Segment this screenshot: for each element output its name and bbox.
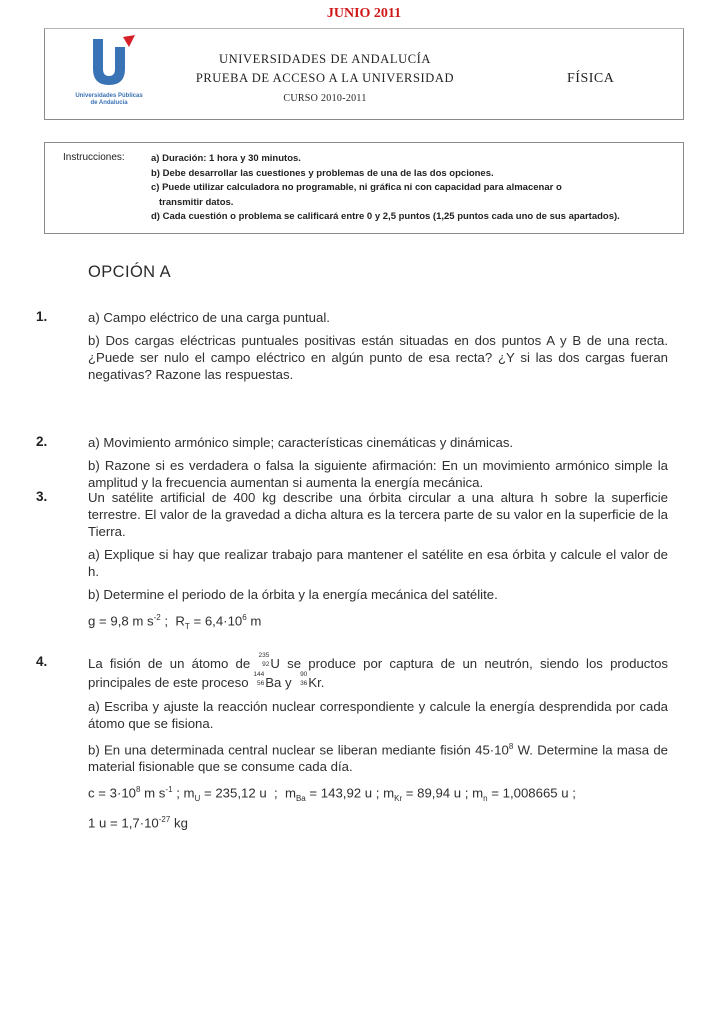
university-logo bbox=[67, 35, 151, 115]
question-4-unit: 1 $u = 1,7\cdot 10^{-27}$ kg bbox=[88, 815, 188, 831]
instructions-box bbox=[44, 142, 684, 234]
exam-title: PRUEBA DE ACCESO A LA UNIVERSIDAD bbox=[195, 71, 455, 85]
question-1-number: 1. bbox=[36, 309, 48, 324]
instruction-b: b) Debe desarrollar las cuestiones y problemas de una de las dos opciones. bbox=[151, 167, 494, 179]
question-3-intro: Un satélite artificial de 400 kg describe una órbita circular a una altura h sobre la superficie terrestre. El valor de la gravedad a dicha altura es la tercera parte de su valor en la superficie de la Tierra. bbox=[88, 490, 668, 539]
question-4-a: a) Escriba y ajuste la reacción nuclear correspondiente y calcule la energía desprendida por cada átomo que se fisiona. bbox=[88, 699, 668, 731]
question-4-intro: La fisión de un átomo de 235 92 U se produce por captura de un neutrón, siendo los productos principales de este proceso 144 56 Ba y 90 36 Kr. bbox=[88, 652, 668, 690]
nuclide-u235: 235 92 bbox=[258, 652, 270, 668]
question-4 bbox=[88, 654, 668, 838]
question-3-a: a) Explique si hay que realizar trabajo para mantener el satélite en esa órbita y calcule el valor de h. bbox=[88, 547, 668, 579]
universities-title: UNIVERSIDADES DE ANDALUCÍA bbox=[218, 52, 432, 66]
instructions-list bbox=[151, 152, 676, 225]
logo-u-icon bbox=[67, 35, 151, 95]
nuclide-kr90: 90 36 bbox=[300, 671, 308, 687]
question-2-a: a) Movimiento armónico simple; características cinemáticas y dinámicas. bbox=[88, 435, 514, 450]
question-3-number: 3. bbox=[36, 489, 48, 504]
question-4-number: 4. bbox=[36, 654, 48, 669]
question-1-b: b) Dos cargas eléctricas puntuales positivas están situadas en dos puntos A y B de una recta. ¿Puede ser nulo el campo eléctrico en algún punto de esa recta? ¿Y si las dos cargas fueran negativas? Razone las respuestas. bbox=[88, 333, 668, 382]
exam-date: JUNIO 2011 bbox=[326, 6, 402, 21]
header-box bbox=[44, 28, 684, 120]
question-3 bbox=[88, 489, 668, 641]
logo-caption: Universidades Públicas de Andalucía bbox=[75, 93, 143, 106]
question-1-a: a) Campo eléctrico de una carga puntual. bbox=[88, 310, 330, 325]
option-title: OPCIÓN A bbox=[88, 263, 171, 281]
instruction-a: a) Duración: 1 hora y 30 minutos. bbox=[151, 153, 301, 164]
nuclide-ba144: 144 56 bbox=[253, 671, 265, 687]
question-1 bbox=[88, 309, 668, 389]
instruction-d: d) Cada cuestión o problema se calificará entre 0 y 2,5 puntos (1,25 puntos cada uno de sus apartados). bbox=[151, 211, 620, 222]
instruction-c-cont: transmitir datos. bbox=[159, 196, 234, 208]
question-2-b: b) Razone si es verdadera o falsa la siguiente afirmación: En un movimiento armónico simple la amplitud y la frecuencia aumentan si aumenta la energía mecánica. bbox=[88, 458, 668, 490]
instructions-label: Instrucciones: bbox=[63, 152, 125, 163]
question-4-data: $c = 3\cdot 10^8$ m $s^{-1}$ ; $m_U = 235,12$ u ; $m_{Ba} = 143,92$ u ; $m_{Kr} = 89,94$ u ; $m_n = 1,008665$ u ; bbox=[88, 785, 576, 804]
question-3-data: g = 9,8 m $s^{-2}$ ; $R_T = 6,4\cdot 10^6$ m bbox=[88, 613, 262, 632]
instruction-c: c) Puede utilizar calculadora no programable, ni gráfica ni con capacidad para almacenar o bbox=[151, 182, 562, 193]
question-3-b: b) Determine el periodo de la órbita y la energía mecánica del satélite. bbox=[88, 587, 498, 602]
question-2-number: 2. bbox=[36, 434, 48, 449]
course-year: CURSO 2010-2011 bbox=[283, 93, 367, 104]
question-4-b: b) En una determinada central nuclear se liberan mediante fisión $45\cdot 10^8$ W. Determine la masa de material fisionable que se consume cada día. bbox=[88, 742, 668, 775]
question-2 bbox=[88, 434, 668, 497]
subject-name: FÍSICA bbox=[567, 71, 615, 86]
